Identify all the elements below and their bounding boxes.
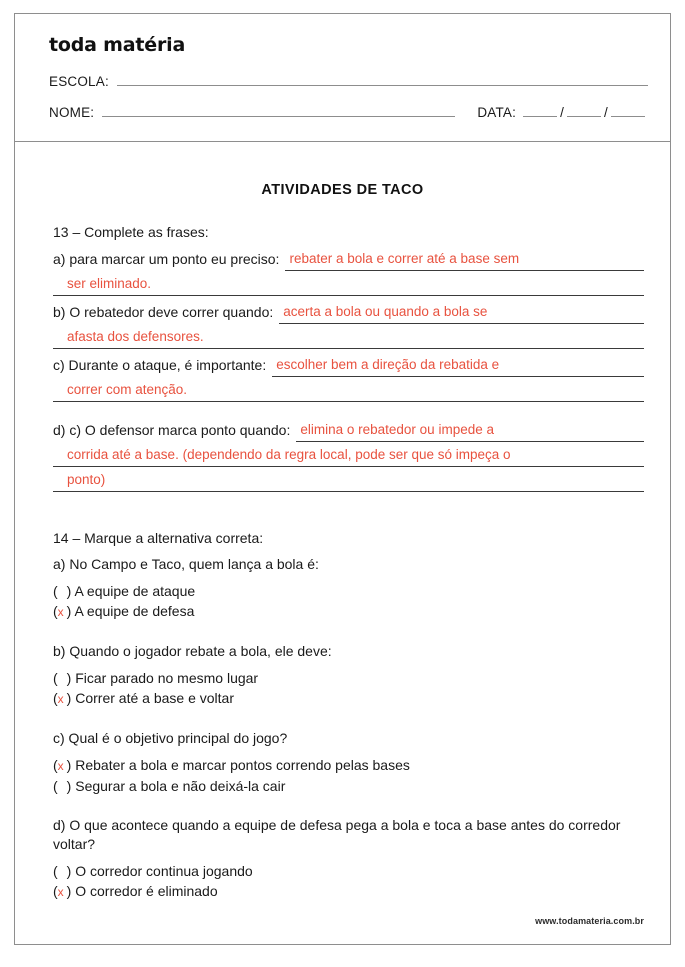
question-13-heading: 13 – Complete as frases: [53, 224, 209, 240]
question-14-heading: 14 – Marque a alternativa correta: [53, 530, 264, 546]
checkbox-open: ( [53, 778, 58, 794]
checkbox-close: ) [66, 757, 72, 773]
fill-line-prompt [53, 302, 644, 324]
checkbox-close: ) [66, 883, 72, 899]
mc-question-c: c) Qual é o objetivo principal do jogo? [53, 730, 288, 746]
fill-answer-d-line1[interactable]: elimina o rebatedor ou impede a [296, 420, 644, 442]
mc-option[interactable] [53, 881, 644, 902]
mc-option[interactable] [53, 668, 644, 688]
fill-line-cont [53, 274, 644, 296]
mc-option-label: O corredor é eliminado [75, 883, 218, 899]
site-url-footer: www.todamateria.com.br [535, 916, 644, 926]
fill-answer-c-line2[interactable]: correr com atenção. [53, 380, 644, 402]
spacer [41, 408, 644, 420]
checkbox-close: ) [66, 863, 72, 879]
checkbox-open: ( [53, 863, 58, 879]
date-separator-2: / [604, 105, 608, 120]
checkbox-mark: x [57, 759, 64, 773]
mc-option-label: A equipe de defesa [74, 603, 195, 619]
mc-item-c [53, 729, 644, 796]
mc-option-label: Correr até a base e voltar [75, 690, 234, 706]
fill-line-cont [53, 380, 644, 402]
fill-prompt-b: b) O rebatedor deve correr quando: [53, 304, 274, 320]
fill-line-prompt [53, 420, 644, 442]
brand-logo: toda matéria [49, 34, 186, 56]
fill-prompt-a: a) para marcar um ponto eu preciso: [53, 251, 280, 267]
fill-answer-a-line1[interactable]: rebater a bola e correr até a base sem [285, 249, 644, 271]
escola-write-line[interactable] [117, 85, 648, 86]
mc-option-label: Ficar parado no mesmo lugar [75, 670, 259, 686]
fill-prompt-d: d) c) O defensor marca ponto quando: [53, 422, 291, 438]
checkbox-open: ( [53, 583, 58, 599]
data-field-group [477, 105, 648, 120]
mc-option[interactable] [53, 755, 644, 776]
fill-answer-c-line1[interactable]: escolher bem a direção da rebatida e [272, 355, 644, 377]
fill-answer-a-line2[interactable]: ser eliminado. [53, 274, 644, 296]
spacer [41, 796, 644, 816]
checkbox-close: ) [66, 690, 72, 706]
checkbox-close: ) [66, 603, 72, 619]
checkbox-open: ( [53, 690, 58, 706]
data-month-slot[interactable] [567, 116, 601, 117]
checkbox-open: ( [53, 670, 58, 686]
mc-option[interactable] [53, 601, 644, 622]
checkbox-open: ( [53, 883, 58, 899]
page-title: ATIVIDADES DE TACO [261, 182, 424, 198]
mc-item-b [53, 642, 644, 709]
fill-answer-b-line2[interactable]: afasta dos defensores. [53, 327, 644, 349]
mc-option[interactable] [53, 581, 644, 601]
worksheet-page [14, 13, 671, 945]
nome-field-row [49, 105, 648, 120]
fill-answer-b-line1[interactable]: acerta a bola ou quando a bola se [279, 302, 644, 324]
checkbox-open: ( [53, 603, 58, 619]
fill-answer-d-line3[interactable]: ponto) [53, 470, 644, 492]
spacer [41, 498, 644, 518]
data-label: DATA: [477, 105, 517, 120]
mc-option[interactable] [53, 776, 644, 796]
mc-item-a [53, 555, 644, 622]
data-year-slot[interactable] [611, 116, 645, 117]
fill-line-cont [53, 327, 644, 349]
fill-line-cont [53, 470, 644, 492]
fill-line-prompt [53, 249, 644, 271]
nome-label: NOME: [49, 105, 95, 120]
checkbox-mark: x [57, 692, 64, 706]
mc-option-label: O corredor continua jogando [75, 863, 253, 879]
spacer [41, 518, 644, 530]
fill-item-d [53, 420, 644, 492]
fill-prompt-c: c) Durante o ataque, é importante: [53, 357, 267, 373]
date-separator-1: / [560, 105, 565, 120]
mc-option-label: Segurar a bola e não deixá-la cair [75, 778, 286, 794]
mc-option-label: Rebater a bola e marcar pontos correndo pelas bases [75, 757, 410, 773]
checkbox-open: ( [53, 757, 58, 773]
mc-question-a: a) No Campo e Taco, quem lança a bola é: [53, 556, 319, 572]
escola-field-row [49, 74, 648, 89]
fill-line-cont [53, 445, 644, 467]
mc-question-b: b) Quando o jogador rebate a bola, ele deve: [53, 643, 332, 659]
fill-answer-d-line2[interactable]: corrida até a base. (dependendo da regra local, pode ser que só impeça o [53, 445, 644, 467]
escola-label: ESCOLA: [49, 74, 109, 89]
checkbox-mark: x [57, 885, 64, 899]
worksheet-header [15, 14, 670, 142]
mc-option[interactable] [53, 688, 644, 709]
mc-option[interactable] [53, 861, 644, 881]
data-day-slot[interactable] [523, 116, 557, 117]
worksheet-content [15, 142, 670, 944]
checkbox-mark: x [57, 605, 64, 619]
mc-question-d: d) O que acontece quando a equipe de defesa pega a bola e toca a base antes do corredor voltar? [53, 817, 621, 852]
checkbox-close: ) [66, 778, 72, 794]
fill-item-c [53, 355, 644, 402]
spacer [41, 709, 644, 729]
mc-option-label: A equipe de ataque [74, 583, 196, 599]
fill-item-a [53, 249, 644, 296]
checkbox-close: ) [66, 583, 72, 599]
nome-write-line[interactable] [102, 116, 455, 117]
fill-item-b [53, 302, 644, 349]
spacer [41, 622, 644, 642]
mc-item-d [53, 816, 644, 902]
fill-line-prompt [53, 355, 644, 377]
checkbox-close: ) [66, 670, 72, 686]
